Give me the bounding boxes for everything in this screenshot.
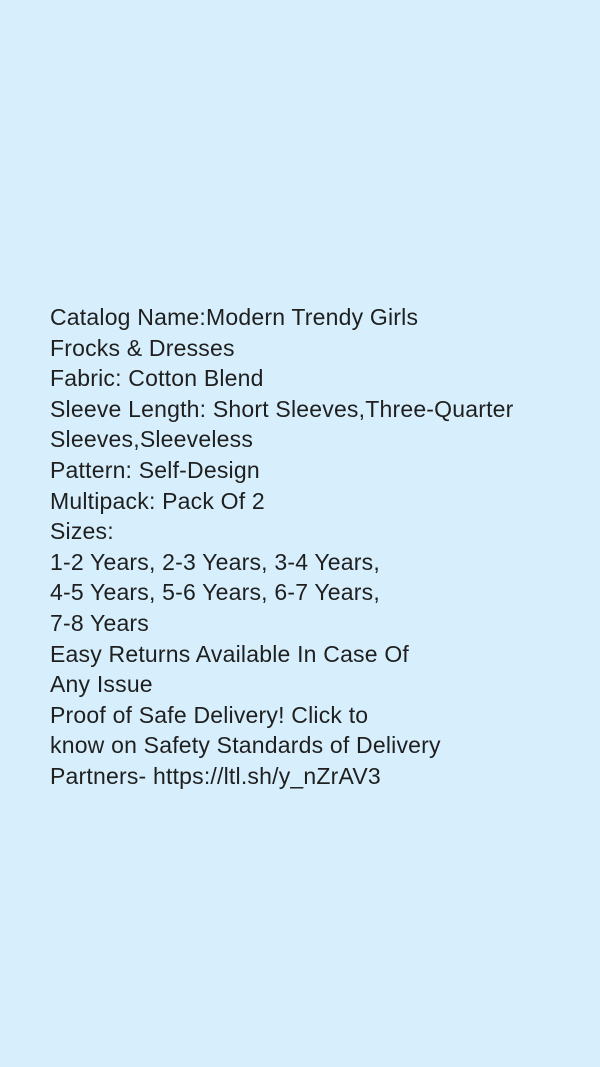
delivery-partners-link-line: Partners- https://ltl.sh/y_nZrAV3 [50, 762, 381, 789]
sleeve-length-line: Sleeve Length: Short Sleeves,Three-Quarter [50, 395, 514, 422]
fabric-line: Fabric: Cotton Blend [50, 365, 264, 392]
catalog-name-line-2: Frocks & Dresses [50, 334, 235, 361]
safe-delivery-line-2: know on Safety Standards of Delivery [50, 732, 441, 759]
pattern-line: Pattern: Self-Design [50, 456, 260, 483]
sizes-line-2: 4-5 Years, 5-6 Years, 6-7 Years, [50, 579, 380, 606]
safe-delivery-line: Proof of Safe Delivery! Click to [50, 701, 369, 728]
sleeve-length-line-2: Sleeves,Sleeveless [50, 426, 254, 453]
sizes-line-1: 1-2 Years, 2-3 Years, 3-4 Years, [50, 548, 380, 575]
catalog-name-line: Catalog Name:Modern Trendy Girls [50, 304, 419, 330]
sizes-label-line: Sizes: [50, 518, 114, 545]
catalog-description-text [50, 302, 570, 792]
sizes-line-3: 7-8 Years [50, 609, 149, 636]
easy-returns-line-2: Any Issue [50, 671, 153, 698]
multipack-line: Multipack: Pack Of 2 [50, 487, 265, 514]
easy-returns-line: Easy Returns Available In Case Of [50, 640, 410, 667]
